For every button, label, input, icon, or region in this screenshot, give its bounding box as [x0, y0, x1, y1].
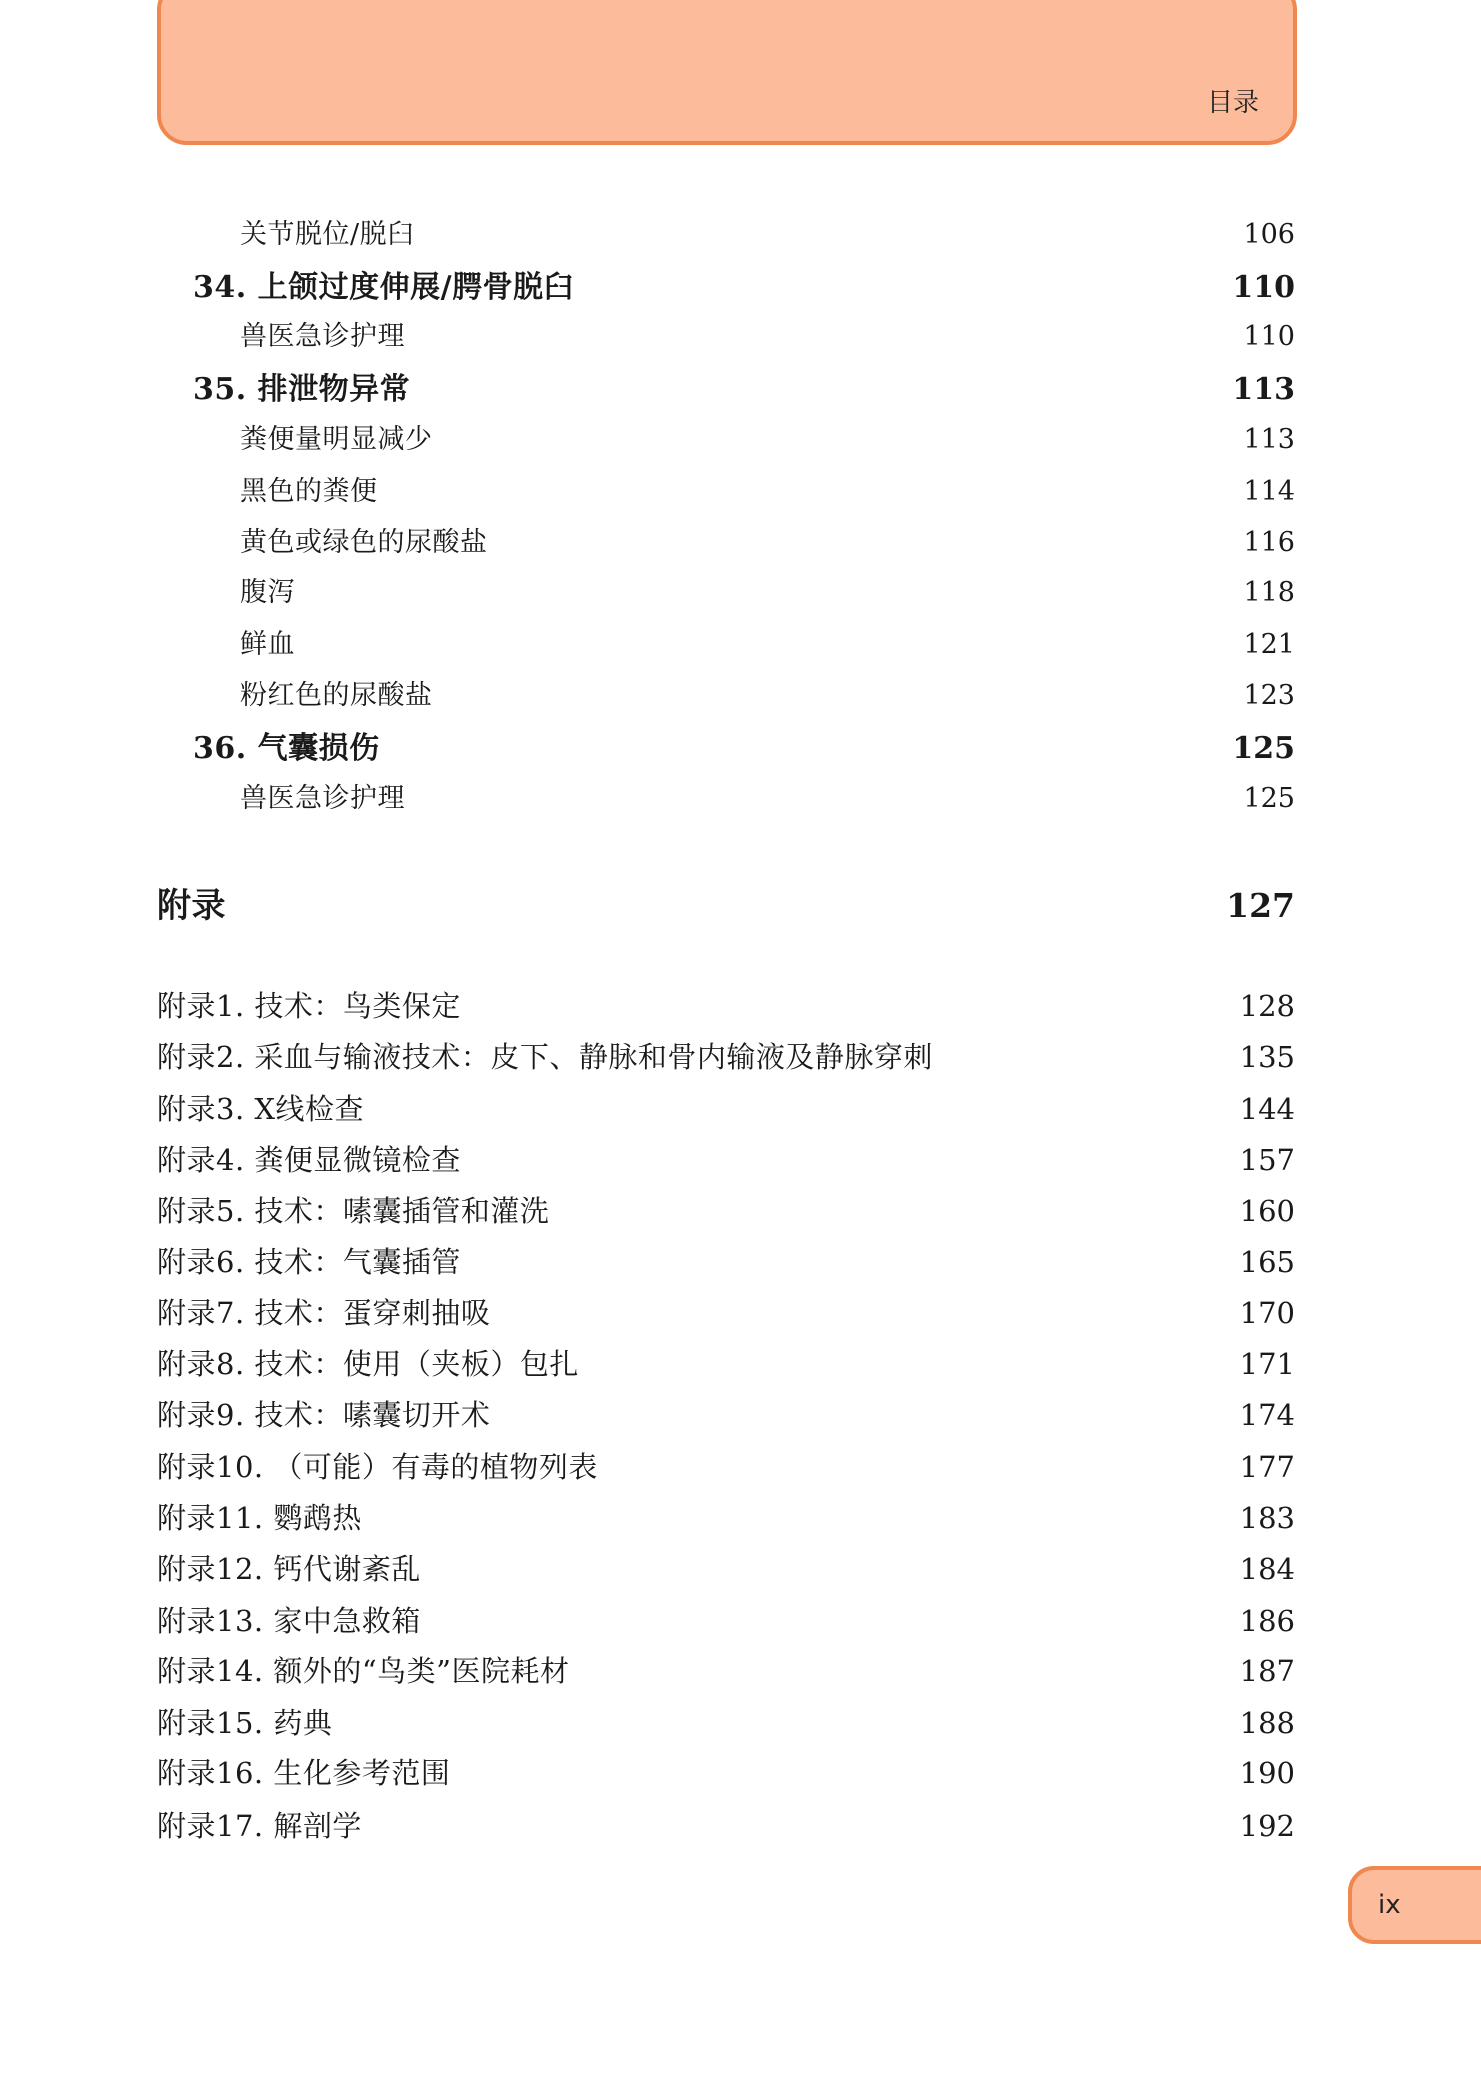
toc-entry-page: 170 — [1239, 1296, 1295, 1330]
toc-entry-sub[interactable] — [0, 418, 1481, 462]
toc-entry-page: 184 — [1239, 1552, 1295, 1586]
toc-entry-appendix[interactable] — [0, 1087, 1481, 1131]
toc-entry-page: 165 — [1239, 1245, 1295, 1279]
toc-entry-appendix[interactable] — [0, 1240, 1481, 1284]
toc-entry-page: 125 — [1232, 731, 1295, 766]
toc-entry-label: 附录8. 技术：使用（夹板）包扎 — [157, 1347, 579, 1381]
toc-entry-sub[interactable] — [0, 315, 1481, 359]
toc-entry-page: 135 — [1239, 1040, 1295, 1074]
toc-entry-page: 113 — [1232, 372, 1295, 407]
toc-entry-page: 106 — [1243, 219, 1295, 250]
toc-entry-page: 125 — [1243, 783, 1295, 814]
toc-entry-label: 附录14. 额外的“鸟类”医院耗材 — [157, 1654, 570, 1688]
toc-entry-label: 34. 上颌过度伸展/腭骨脱臼 — [193, 270, 575, 305]
toc-entry-label: 黄色或绿色的尿酸盐 — [240, 527, 488, 558]
page-number: ix — [1378, 1890, 1401, 1920]
header-title: 目录 — [1206, 88, 1259, 118]
toc-entry-label: 鲜血 — [240, 629, 295, 660]
toc-entry-label: 附录17. 解剖学 — [157, 1809, 362, 1843]
toc-entry-page: 121 — [1243, 629, 1295, 660]
toc-entry-label: 35. 排泄物异常 — [193, 372, 411, 407]
toc-entry-label: 关节脱位/脱臼 — [240, 219, 415, 250]
toc-entry-label: 附录4. 粪便显微镜检查 — [157, 1143, 461, 1177]
toc-entry-label: 附录1. 技术：鸟类保定 — [157, 989, 461, 1023]
toc-entry-page: 110 — [1232, 270, 1295, 305]
toc-entry-appendix[interactable] — [0, 1138, 1481, 1182]
toc-entry-sub[interactable] — [0, 571, 1481, 615]
toc-entry-label: 附录7. 技术：蛋穿刺抽吸 — [157, 1296, 491, 1330]
toc-entry-appendix[interactable] — [0, 1804, 1481, 1848]
toc-entry-appendix[interactable] — [0, 1035, 1481, 1079]
toc-entry-chapter[interactable] — [0, 727, 1481, 771]
toc-entry-sub[interactable] — [0, 521, 1481, 565]
toc-entry-label: 附录12. 钙代谢紊乱 — [157, 1552, 421, 1586]
toc-entry-appendix[interactable] — [0, 1701, 1481, 1745]
toc-entry-page: 114 — [1243, 476, 1295, 507]
toc-entry-page: 116 — [1243, 527, 1295, 558]
toc-entry-label: 粉红色的尿酸盐 — [240, 680, 433, 711]
toc-entry-label: 附录15. 药典 — [157, 1706, 333, 1740]
toc-entry-label: 附录9. 技术：嗉囊切开术 — [157, 1398, 491, 1432]
toc-entry-appendix[interactable] — [0, 1393, 1481, 1437]
toc-entry-appendix[interactable] — [0, 1599, 1481, 1643]
toc-entry-page: 186 — [1239, 1604, 1295, 1638]
toc-entry-appendix[interactable] — [0, 1445, 1481, 1489]
toc-entry-page: 171 — [1239, 1347, 1295, 1381]
toc-entry-page: 157 — [1239, 1143, 1295, 1177]
toc-entry-label: 腹泻 — [240, 577, 295, 608]
toc-entry-label: 36. 气囊损伤 — [193, 731, 380, 766]
toc-entry-page: 188 — [1239, 1706, 1295, 1740]
toc-entry-appendix[interactable] — [0, 1342, 1481, 1386]
header-tab — [157, 0, 1297, 145]
toc-entry-page: 123 — [1243, 680, 1295, 711]
toc-entry-sub[interactable] — [0, 623, 1481, 667]
toc-entry-appendix[interactable] — [0, 1189, 1481, 1233]
toc-entry-label: 附录16. 生化参考范围 — [157, 1756, 451, 1790]
toc-entry-appendix[interactable] — [0, 1496, 1481, 1540]
toc-entry-sub[interactable] — [0, 213, 1481, 257]
toc-entry-page: 110 — [1243, 321, 1295, 352]
page-number-tab — [1348, 1866, 1481, 1944]
toc-entry-page: 192 — [1239, 1809, 1295, 1843]
toc-entry-label: 附录3. X线检查 — [157, 1092, 365, 1126]
toc-entry-page: 144 — [1239, 1092, 1295, 1126]
toc-entry-section[interactable] — [0, 884, 1481, 928]
toc-entry-sub[interactable] — [0, 777, 1481, 821]
toc-entry-appendix[interactable] — [0, 1751, 1481, 1795]
toc-entry-chapter[interactable] — [0, 368, 1481, 412]
toc-entry-label: 黑色的粪便 — [240, 476, 378, 507]
toc-entry-label: 粪便量明显减少 — [240, 424, 433, 455]
toc-entry-label: 附录2. 采血与输液技术：皮下、静脉和骨内输液及静脉穿刺 — [157, 1040, 933, 1074]
toc-entry-appendix[interactable] — [0, 1649, 1481, 1693]
toc-entry-page: 183 — [1239, 1501, 1295, 1535]
toc-entry-page: 127 — [1226, 886, 1295, 925]
toc-entry-label: 附录13. 家中急救箱 — [157, 1604, 421, 1638]
toc-entry-label: 附录11. 鹦鹉热 — [157, 1501, 362, 1535]
toc-entry-label: 附录 — [157, 886, 226, 926]
toc-entry-page: 118 — [1243, 577, 1295, 608]
toc-entry-label: 附录5. 技术：嗉囊插管和灌洗 — [157, 1194, 550, 1228]
toc-entry-label: 附录6. 技术：气囊插管 — [157, 1245, 461, 1279]
toc-entry-page: 177 — [1239, 1450, 1295, 1484]
toc-entry-page: 128 — [1239, 989, 1295, 1023]
toc-entry-label: 附录10. （可能）有毒的植物列表 — [157, 1450, 598, 1484]
toc-entry-appendix[interactable] — [0, 1547, 1481, 1591]
toc-entry-appendix[interactable] — [0, 984, 1481, 1028]
toc-entry-sub[interactable] — [0, 674, 1481, 718]
toc-entry-page: 190 — [1239, 1756, 1295, 1790]
toc-entry-page: 160 — [1239, 1194, 1295, 1228]
toc-entry-appendix[interactable] — [0, 1291, 1481, 1335]
toc-entry-label: 兽医急诊护理 — [240, 321, 405, 352]
toc-entry-chapter[interactable] — [0, 266, 1481, 310]
toc-entry-page: 174 — [1239, 1398, 1295, 1432]
toc-entry-page: 113 — [1243, 424, 1295, 455]
toc-entry-sub[interactable] — [0, 470, 1481, 514]
toc-entry-page: 187 — [1239, 1654, 1295, 1688]
toc-entry-label: 兽医急诊护理 — [240, 783, 405, 814]
